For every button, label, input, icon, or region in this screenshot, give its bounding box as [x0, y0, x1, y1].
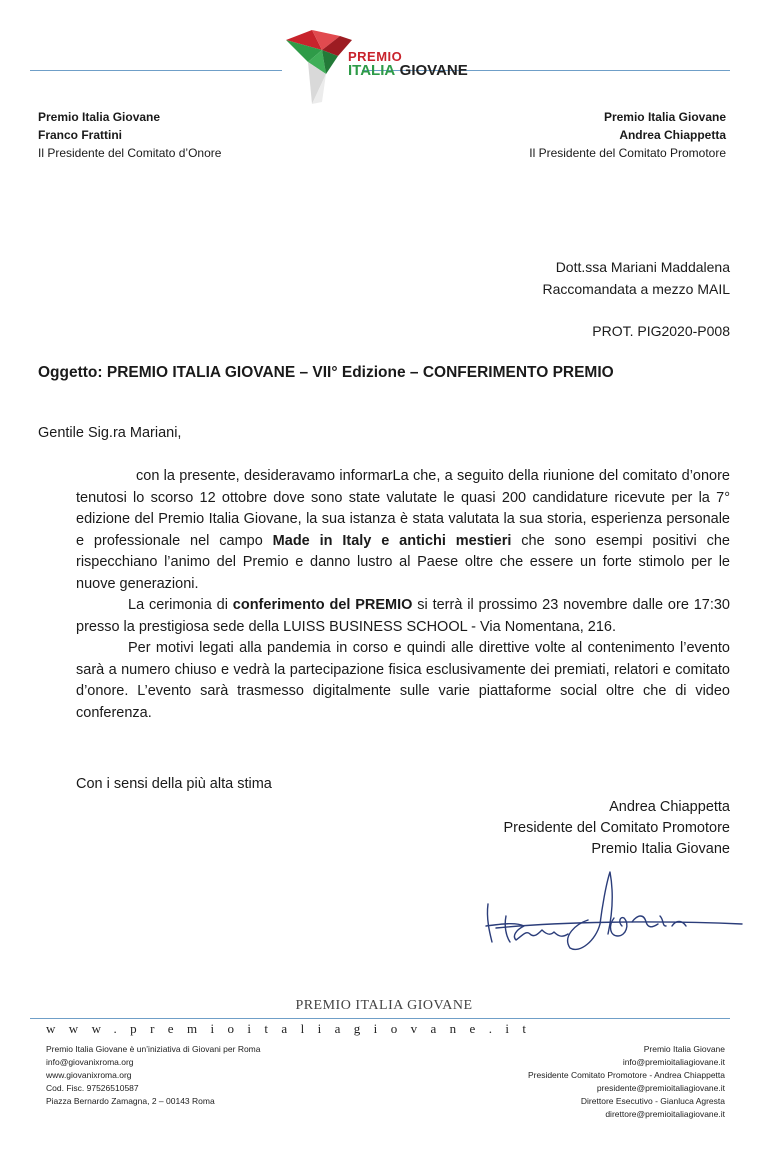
header-right-name: Andrea Chiappetta	[619, 128, 726, 142]
footer-right	[528, 1043, 725, 1121]
paragraph-1-text-b: che sono esempi positivi che rispecchiano l’animo del Premio e danno lustro al Paese oltre che essere un forte stimolo per le nuove generazioni.	[76, 532, 730, 592]
footer-title: PREMIO ITALIA GIOVANE	[295, 998, 473, 1013]
header-left-role: Il Presidente del Comitato d’Onore	[38, 146, 222, 160]
signer-name: Andrea Chiappetta	[609, 799, 730, 815]
signer-org: Premio Italia Giovane	[591, 841, 730, 857]
paragraph-2-text-a: La cerimonia di	[128, 597, 233, 613]
recipient-delivery: Raccomandata a mezzo MAIL	[542, 281, 730, 297]
letter-body	[76, 466, 730, 724]
paragraph-2-bold: conferimento del PREMIO	[232, 597, 413, 613]
header-right	[529, 108, 726, 162]
paragraph-3: Per motivi legati alla pandemia in corso e quindi alle direttive volte al contenimento l’evento sarà a numero chiuso e vedrà la partecipazione fisica esclusivamente dei premiati, relatori e comitato d’onore. L’evento sarà trasmesso digitalmente sulle varie piattaforme social oltre che di video conferenza.	[76, 640, 730, 721]
paragraph-2-text-b: si terrà il prossimo 23 novembre dalle ore 17:30 presso la prestigiosa sede della LUISS BUSINESS SCHOOL - Via Nomentana, 216.	[76, 597, 730, 635]
logo-wordmark	[348, 50, 468, 79]
signer-role: Presidente del Comitato Promotore	[503, 820, 730, 836]
logo-italia: ITALIA	[348, 62, 396, 79]
footer-right-email-director[interactable]: direttore@premioitaliagiovane.it	[605, 1109, 725, 1119]
footer-left-email[interactable]: info@giovanixroma.org	[46, 1057, 134, 1067]
paragraph-1-text-a: con la presente, desideravamo informarLa che, a seguito della riunione del comitato d’onore tenutosi lo scorso 12 ottobre dove sono state valutate le quasi 200 candidature ricevute per la 7° edizione del Premio Italia Giovane, la sua istanza è stata valutata la sua storia, esperienza personale e professionale nel campo	[76, 468, 730, 549]
recipient-block	[542, 256, 730, 300]
header-left-org: Premio Italia Giovane	[38, 110, 161, 124]
footer-left-address: Piazza Bernardo Zamagna, 2 – 00143 Roma	[46, 1096, 215, 1106]
protocol-number: PROT. PIG2020-P008	[592, 323, 730, 339]
logo-premio: PREMIO	[348, 49, 403, 64]
footer-right-org: Premio Italia Giovane	[643, 1044, 725, 1054]
subject-line: Oggetto: PREMIO ITALIA GIOVANE – VII° Edizione – CONFERIMENTO PREMIO	[38, 364, 614, 381]
footer-right-president: Presidente Comitato Promotore - Andrea Chiappetta	[527, 1070, 725, 1080]
paragraph-2	[76, 595, 730, 638]
closing-line: Con i sensi della più alta stima	[76, 776, 272, 792]
footer-right-email-president[interactable]: presidente@premioitaliagiovane.it	[596, 1083, 725, 1093]
paragraph-1-bold: Made in Italy e antichi mestieri	[272, 532, 512, 549]
greeting: Gentile Sig.ra Mariani,	[38, 425, 182, 441]
footer-rule	[30, 1018, 730, 1019]
footer-website[interactable]: www.premioitaliagiovane.it	[46, 1021, 540, 1036]
header-left-name: Franco Frattini	[38, 128, 123, 142]
footer-right-director: Direttore Esecutivo - Gianluca Agresta	[580, 1096, 725, 1106]
recipient-name: Dott.ssa Mariani Maddalena	[555, 259, 730, 275]
footer-left-website[interactable]: www.giovanixroma.org	[46, 1070, 132, 1080]
paragraph-1	[76, 466, 730, 595]
header-right-org: Premio Italia Giovane	[603, 110, 726, 124]
footer-left	[46, 1043, 261, 1108]
footer-left-line: Premio Italia Giovane è un’iniziativa di Giovani per Roma	[46, 1044, 261, 1054]
signer-block	[504, 797, 730, 860]
footer-left-fiscal-code: Cod. Fisc. 97526510587	[46, 1083, 139, 1093]
footer-right-email-info[interactable]: info@premioitaliagiovane.it	[622, 1057, 725, 1067]
logo-giovane: GIOVANE	[399, 62, 468, 79]
header-right-role: Il Presidente del Comitato Promotore	[529, 146, 726, 160]
header-left	[38, 108, 221, 162]
handwritten-signature	[476, 864, 746, 954]
